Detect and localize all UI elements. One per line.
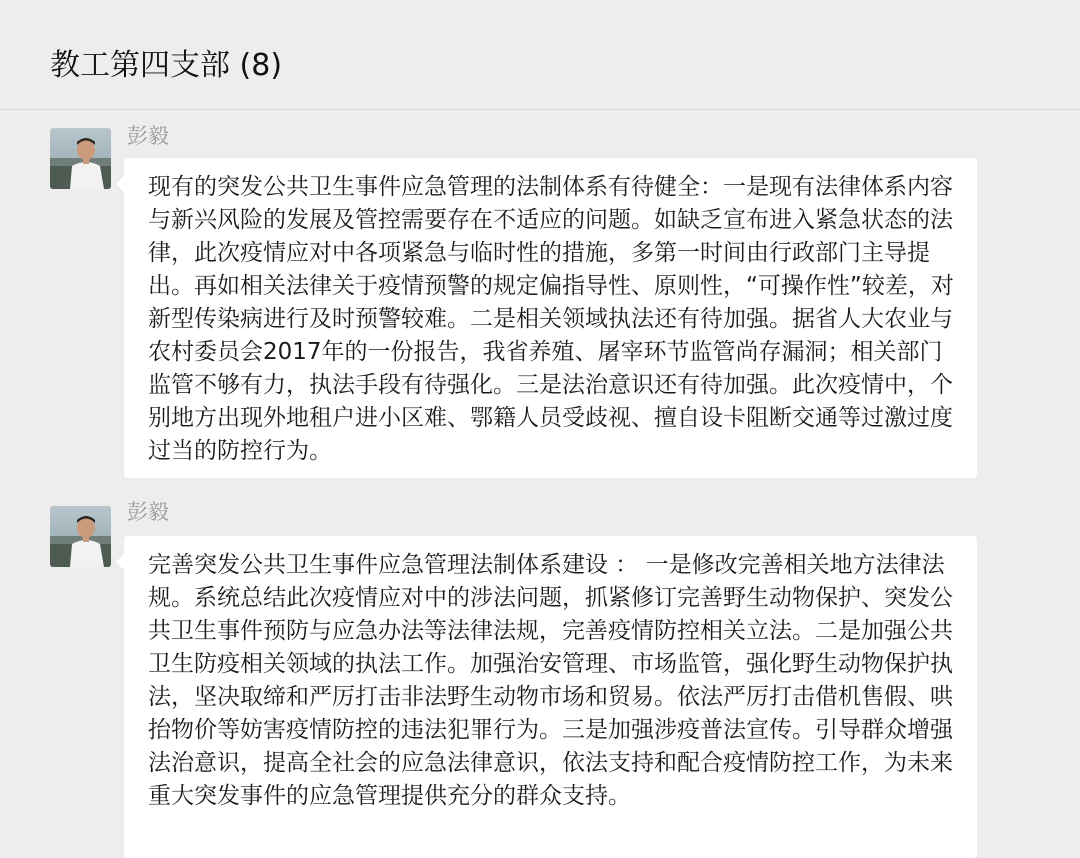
bubble-tail [116,554,124,570]
bubble-tail [116,176,124,192]
message-item [0,124,1080,478]
message-text: 现有的突发公共卫生事件应急管理的法制体系有待健全：一是现有法律体系内容与新兴风险的发展及管控需要存在不适应的问题。如缺乏宣布进入紧急状态的法律，此次疫情应对中各项紧急与临时性的措施，多第一时间由行政部门主导提出。再如相关法律关于疫情预警的规定偏指导性、原则性，“可操作性”较差，对新型传染病进行及时预警较难。二是相关领域执法还有待加强。据省人大农业与农村委员会2017年的一份报告，我省养殖、屠宰环节监管尚存漏洞；相关部门监管不够有力，执法手段有待强化。三是法治意识还有待加强。此次疫情中，个别地方出现外地租户进小区难、鄂籍人员受歧视、擅自设卡阻断交通等过激过度过当的防控行为。 [148,174,954,464]
message-item [0,500,1080,858]
message-bubble[interactable] [124,158,977,478]
sender-name: 彭毅 [127,500,169,524]
chat-title: 教工第四支部 (8) [50,48,283,83]
message-bubble[interactable] [124,536,977,858]
sender-name: 彭毅 [127,124,169,148]
message-text: 完善突发公共卫生事件应急管理法制体系建设 ： 一是修改完善相关地方法律法规。系统总结此次疫情应对中的涉法问题，抓紧修订完善野生动物保护、突发公共卫生事件预防与应急办法等法律法规，完善疫情防控相关立法。二是加强公共卫生防疫相关领域的执法工作。加强治安管理、市场监管，强化野生动物保护执法，坚决取缔和严厉打击非法野生动物市场和贸易。依法严厉打击借机售假、哄抬物价等妨害疫情防控的违法犯罪行为。三是加强涉疫普法宣传。引导群众增强法治意识，提高全社会的应急法律意识，依法支持和配合疫情防控工作，为未来重大突发事件的应急管理提供充分的群众支持。 [148,552,953,809]
avatar[interactable] [50,128,111,189]
avatar[interactable] [50,506,111,567]
chat-header [0,0,1080,110]
avatar-photo [50,128,111,189]
avatar-photo [50,506,111,567]
